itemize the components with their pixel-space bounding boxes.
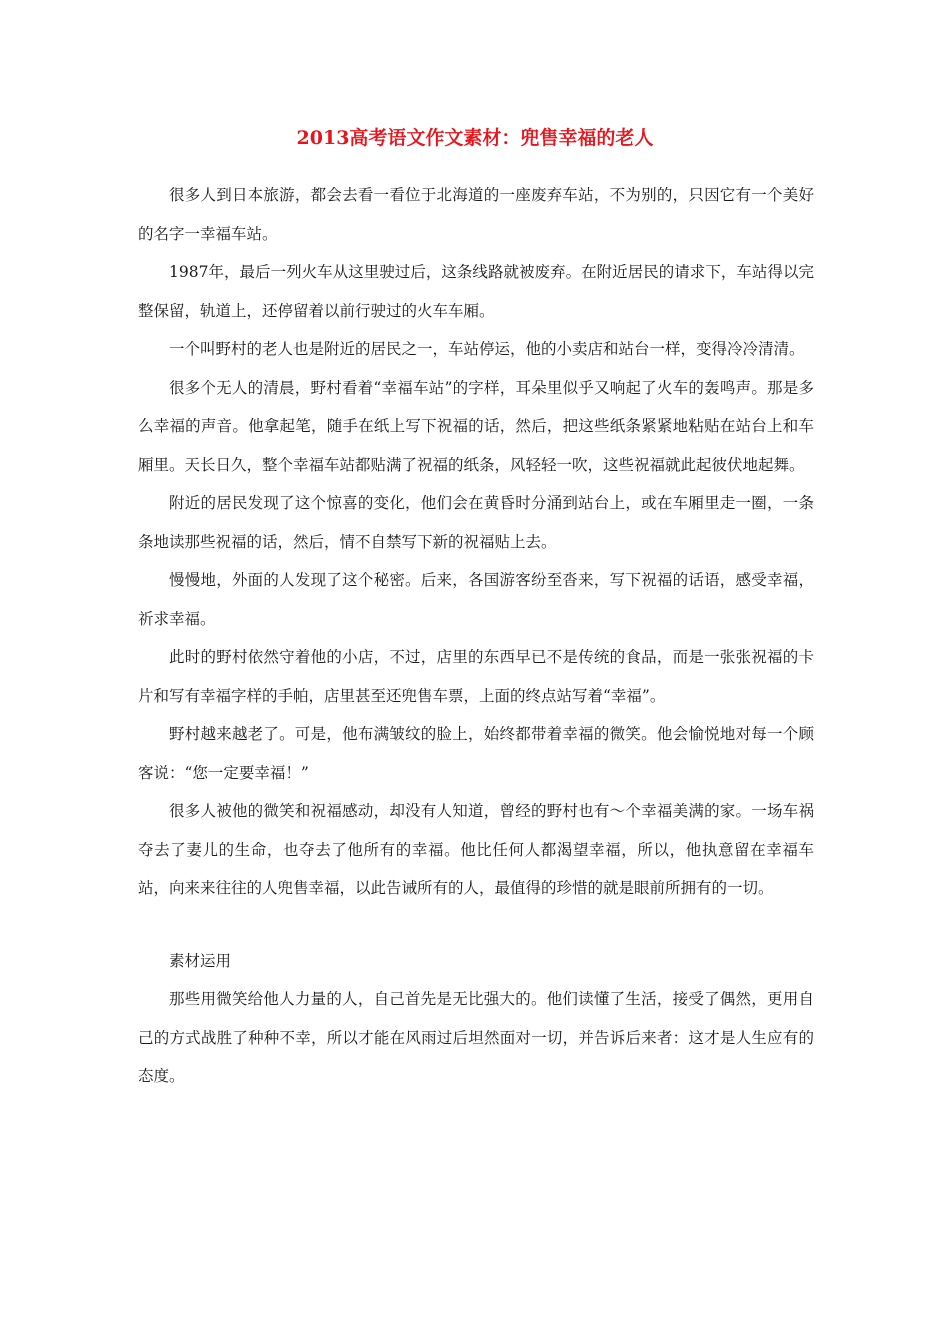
paragraph: 附近的居民发现了这个惊喜的变化，他们会在黄昏时分涌到站台上，或在车厢里走一圈，一条条地读那些祝福的话，然后，情不自禁写下新的祝福贴上去。 — [138, 494, 814, 551]
paragraph: 1987年，最后一列火车从这里驶过后，这条线路就被废弃。在附近居民的请求下，车站得以完整保留，轨道上，还停留着以前行驶过的火车车厢。 — [138, 263, 814, 320]
paragraph: 很多个无人的清晨，野村看着“幸福车站”的字样，耳朵里似乎又响起了火车的轰鸣声。那是多么幸福的声音。他拿起笔，随手在纸上写下祝福的话，然后，把这些纸条紧紧地粘贴在站台上和车厢里。天长日久，整个幸福车站都贴满了祝福的纸条，风轻轻一吹，这些祝福就此起彼伏地起舞。 — [138, 378, 814, 474]
paragraph: 一个叫野村的老人也是附近的居民之一，车站停运，他的小卖店和站台一样，变得冷冷清清。 — [169, 340, 805, 358]
paragraph: 此时的野村依然守着他的小店，不过，店里的东西早已不是传统的食品，而是一张张祝福的卡片和写有幸福字样的手帕，店里甚至还兜售车票，上面的终点站写着“幸福”。 — [138, 648, 814, 705]
document-body — [138, 176, 814, 1096]
section-paragraph: 那些用微笑给他人力量的人，自己首先是无比强大的。他们读懂了生活，接受了偶然，更用自己的方式战胜了种种不幸，所以才能在风雨过后坦然面对一切，并告诉后来者：这才是人生应有的态度。 — [138, 990, 814, 1085]
paragraph: 慢慢地，外面的人发现了这个秘密。后来，各国游客纷至沓来，写下祝福的话语，感受幸福，祈求幸福。 — [138, 571, 814, 628]
document-title: 2013高考语文作文素材：兜售幸福的老人 — [296, 127, 654, 149]
section-heading: 素材运用 — [169, 951, 232, 970]
paragraph: 野村越来越老了。可是，他布满皱纹的脸上，始终都带着幸福的微笑。他会愉悦地对每一个顾客说：“您一定要幸福！” — [138, 725, 814, 782]
paragraph: 很多人到日本旅游，都会去看一看位于北海道的一座废弃车站，不为别的，只因它有一个美好的名字一幸福车站。 — [138, 186, 814, 243]
paragraph: 很多人被他的微笑和祝福感动，却没有人知道，曾经的野村也有～个幸福美满的家。一场车祸夺去了妻儿的生命，也夺去了他所有的幸福。他比任何人都渴望幸福，所以，他执意留在幸福车站，向来来往往的人兜售幸福，以此告诫所有的人，最值得的珍惜的就是眼前所拥有的一切。 — [138, 802, 814, 897]
